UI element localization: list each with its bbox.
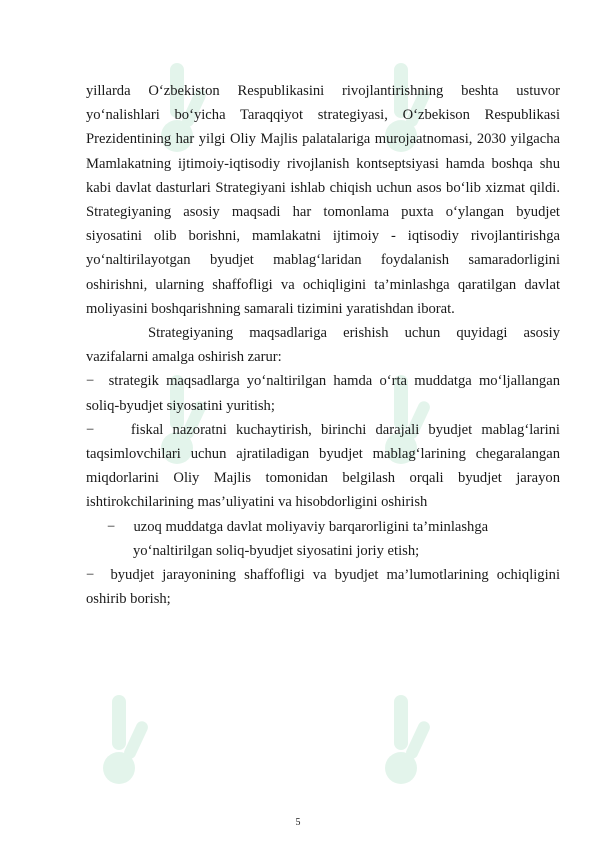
list-item-text: fiskal nazoratni kuchaytirish, birinchi darajali byudjet mablag‘larini taqsimlovchilari uchun ajratiladigan byudjet mablag‘larining chegaralangan miqdorlarini Oliy Majlis tomonidan belgilash orqali byudjet jarayon ishtirokchilarining mas’uliyatini va hisobdorligini oshirish: [86, 421, 560, 511]
list-item-text: byudjet jarayonining shaffofligi va byudjet ma’lumotlarining ochiqligini oshirib borish;: [86, 567, 561, 608]
paragraph-intro: yillarda O‘zbekiston Respublikasini rivojlantirishning beshta ustuvor yo‘nalishlari bo‘yicha Taraqqiyot strategiyasi, O‘zbekison Respublikasi Prezidentining har yilgi Oliy Majlis palatalariga murojaatnomasi, 2030 yilgacha Mamlakatning ijtimoiy-iqtisodiy rivojlanish kontseptsiyasi hamda boshqa shu kabi davlat dasturlari Strategiyani ishlab chiqish uchun asos bo‘lib xizmat qildi. Strategiyaning asosiy maqsadi har tomonlama puxta o‘ylangan byudjet siyosatini olib borishni, mamlakatni ijtimoiy - iqtisodiy rivojlantirishga yo‘naltirilayotgan byudjet mablag‘laridan foydalanish samaradorligini oshirishni, ularning shaffofligi va ochiqligini ta’minlashga qaratilgan davlat moliyasini boshqarishning samarali tizimini yaratishdan iborat.: [86, 83, 560, 317]
list-item-text-cont: yo‘naltirilgan soliq-byudjet siyosatini joriy etish;: [133, 542, 420, 559]
watermark-logo: [372, 690, 442, 810]
list-item: [86, 418, 560, 515]
list-item: [86, 563, 560, 611]
dash-bullet: −: [86, 373, 95, 390]
list-item: [107, 515, 560, 563]
watermark-logo: [90, 690, 160, 810]
list-item-text: uzoq muddatga davlat moliyaviy barqarorligini ta’minlashga: [133, 518, 489, 535]
dash-bullet: −: [86, 567, 95, 584]
page-number: 5: [295, 817, 301, 828]
dash-bullet: −: [86, 421, 95, 438]
list-item: [86, 369, 560, 417]
body-text: [86, 79, 560, 611]
dash-bullet: −: [107, 518, 116, 535]
paragraph-tasks-intro: Strategiyaning maqsadlariga erishish uchun quyidagi asosiy vazifalarni amalga oshirish zarur:: [86, 325, 560, 366]
list-item-text: strategik maqsadlarga yo‘naltirilgan hamda o‘rta muddatga mo‘ljallangan soliq-byudjet siyosatini yuritish;: [86, 373, 560, 414]
